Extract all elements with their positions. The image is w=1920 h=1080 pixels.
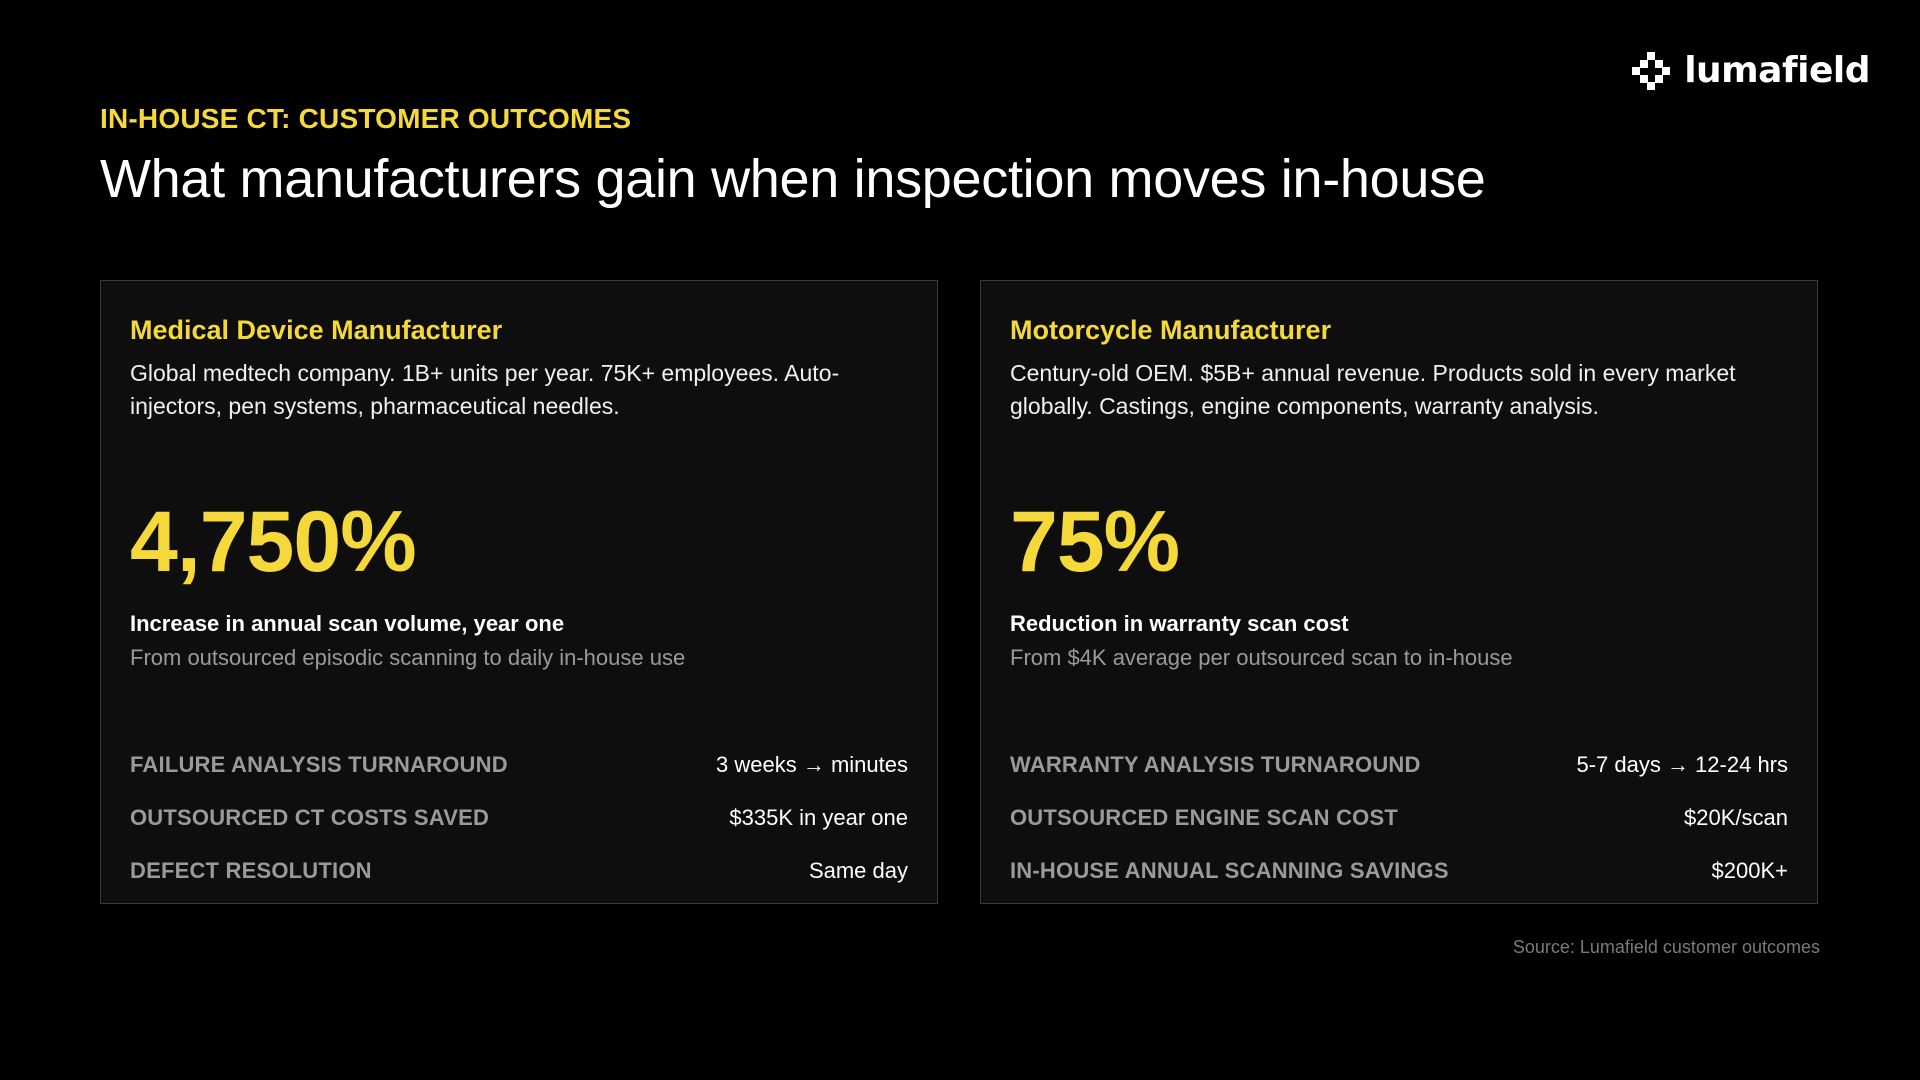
metrics-list [130,738,908,897]
metric-label: OUTSOURCED ENGINE SCAN COST [1010,804,1398,830]
source-note: Source: Lumafield customer outcomes [1512,937,1820,957]
page-title: What manufacturers gain when inspection moves in-house [100,149,1486,209]
lumafield-logo-icon [1632,52,1670,90]
metric-row [130,844,908,897]
brand-name: lumafield [1684,50,1870,91]
metric-value: $20K/scan [1684,804,1788,830]
metric-value: $200K+ [1711,857,1788,883]
metric-label: FAILURE ANALYSIS TURNAROUND [130,751,508,777]
headline-stat: 4,750% [130,494,416,590]
stat-label: Increase in annual scan volume, year one [130,611,565,636]
case-study-card-medical [100,280,938,904]
card-title: Motorcycle Manufacturer [1010,315,1332,345]
metric-label: OUTSOURCED CT COSTS SAVED [130,804,490,830]
metric-row [1010,791,1788,844]
card-description: Century-old OEM. $5B+ annual revenue. Products sold in every market globally. Castings, engine components, warranty analysis. [1010,360,1736,419]
headline-stat: 75% [1010,494,1180,590]
stat-subtext: From outsourced episodic scanning to daily in-house use [130,645,686,670]
metric-row [1010,844,1788,897]
metric-value: 5-7 days → 12-24 hrs [1576,751,1788,777]
metric-value: Same day [808,857,908,883]
metric-row [130,791,908,844]
metric-value: 3 weeks → minutes [716,751,908,777]
stat-label: Reduction in warranty scan cost [1010,611,1349,636]
brand-logo [1632,50,1870,91]
case-study-card-motorcycle [980,280,1818,904]
metric-row [1010,738,1788,791]
metric-label: WARRANTY ANALYSIS TURNAROUND [1010,751,1421,777]
metrics-list [1010,738,1788,897]
stat-subtext: From $4K average per outsourced scan to in-house [1010,645,1513,670]
metric-label: DEFECT RESOLUTION [130,857,372,883]
metric-value: $335K in year one [729,804,908,830]
card-title: Medical Device Manufacturer [130,315,503,345]
metric-row [130,738,908,791]
section-eyebrow: IN-HOUSE CT: CUSTOMER OUTCOMES [100,103,632,134]
card-description: Global medtech company. 1B+ units per year. 75K+ employees. Auto-injectors, pen systems, pharmaceutical needles. [130,360,840,419]
metric-label: IN-HOUSE ANNUAL SCANNING SAVINGS [1010,857,1449,883]
